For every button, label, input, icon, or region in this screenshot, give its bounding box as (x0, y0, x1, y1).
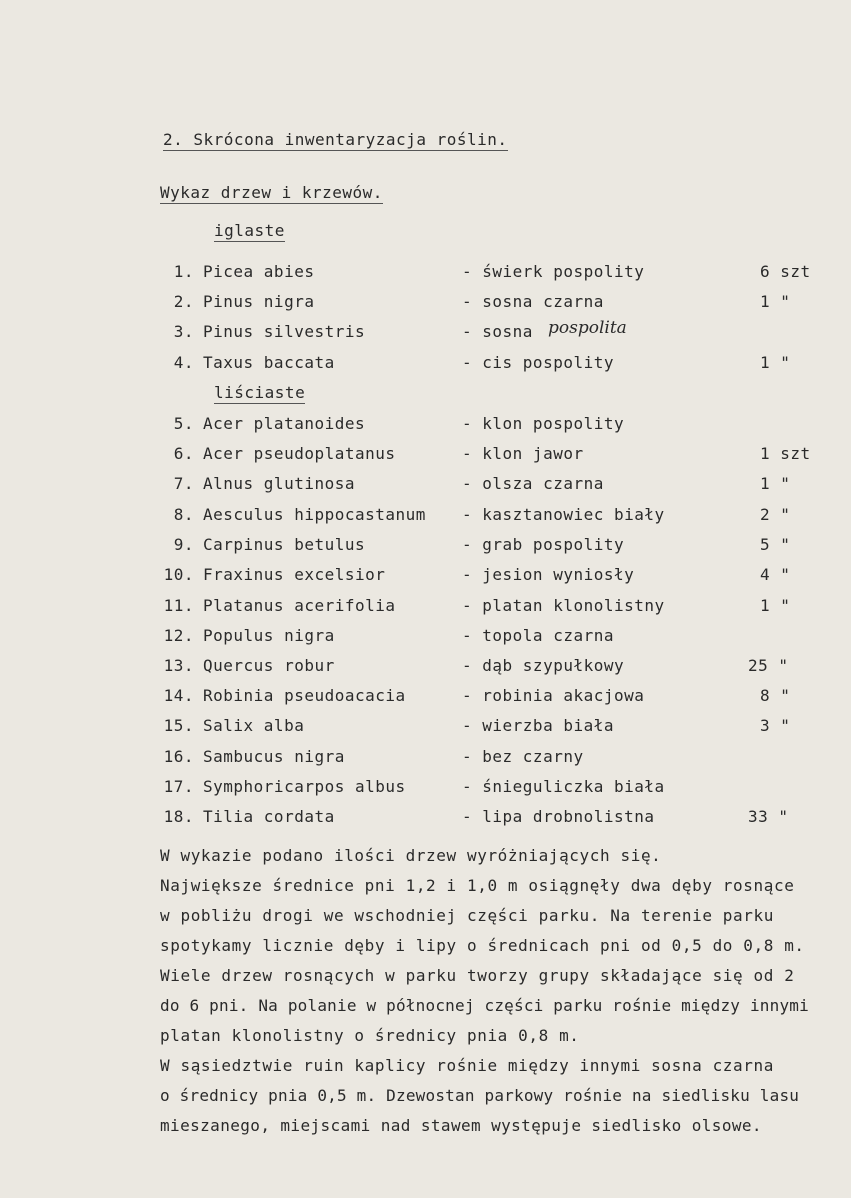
item-polish-name: - klon pospolity (462, 414, 625, 433)
item-latin-name: Salix alba (203, 716, 305, 735)
item-polish-name: - cis pospolity (462, 353, 614, 372)
item-latin-name: Populus nigra (203, 626, 335, 645)
item-latin-name: Acer pseudoplatanus (203, 444, 396, 463)
item-polish-name: - sosna (462, 322, 533, 341)
section-title: 2. Skrócona inwentaryzacja roślin. (163, 130, 508, 149)
item-number: 8. (173, 505, 194, 524)
item-number: 5. (173, 414, 194, 433)
item-quantity: 25 " (748, 656, 789, 675)
paragraph-line: Wiele drzew rosnących w parku tworzy grupy składające się od 2 (160, 966, 795, 985)
item-quantity: 1 " (760, 292, 791, 311)
item-latin-name: Acer platanoides (203, 414, 366, 433)
item-number: 16. (163, 747, 194, 766)
paragraph-line: o średnicy pnia 0,5 m. Dzewostan parkowy rośnie na siedlisku lasu (160, 1086, 800, 1105)
item-number: 18. (163, 807, 194, 826)
paragraph-line: W wykazie podano ilości drzew wyróżniających się. (160, 846, 662, 865)
item-quantity: 2 " (760, 505, 791, 524)
paragraph-line: platan klonolistny o średnicy pnia 0,8 m. (160, 1026, 580, 1045)
item-latin-name: Pinus silvestris (203, 322, 366, 341)
item-latin-name: Picea abies (203, 262, 315, 281)
item-polish-name: - sosna czarna (462, 292, 604, 311)
item-number: 11. (163, 596, 194, 615)
item-quantity: 1 " (760, 474, 791, 493)
item-polish-name: - olsza czarna (462, 474, 604, 493)
paragraph-line: do 6 pni. Na polanie w północnej części parku rośnie między innymi (160, 996, 809, 1015)
item-quantity: 8 " (760, 686, 791, 705)
item-number: 14. (163, 686, 194, 705)
paragraph-line: W sąsiedztwie ruin kaplicy rośnie między innymi sosna czarna (160, 1056, 774, 1075)
paragraph-line: Największe średnice pni 1,2 i 1,0 m osiągnęły dwa dęby rosnące (160, 876, 795, 895)
item-number: 17. (163, 777, 194, 796)
item-latin-name: Sambucus nigra (203, 747, 345, 766)
item-polish-name: - kasztanowiec biały (462, 505, 665, 524)
item-number: 9. (173, 535, 194, 554)
item-polish-name: - dąb szypułkowy (462, 656, 625, 675)
item-latin-name: Platanus acerifolia (203, 596, 396, 615)
item-number: 6. (173, 444, 194, 463)
item-quantity: 1 " (760, 353, 791, 372)
item-number: 15. (163, 716, 194, 735)
item-number: 12. (163, 626, 194, 645)
item-number: 4. (173, 353, 194, 372)
item-polish-name: - wierzba biała (462, 716, 614, 735)
item-polish-name: - jesion wyniosły (462, 565, 635, 584)
list-title: Wykaz drzew i krzewów. (160, 183, 383, 202)
item-polish-name: - platan klonolistny (462, 596, 665, 615)
item-polish-name: - klon jawor (462, 444, 584, 463)
item-polish-name: - lipa drobnolistna (462, 807, 655, 826)
item-latin-name: Fraxinus excelsior (203, 565, 386, 584)
item-number: 3. (173, 322, 194, 341)
item-latin-name: Robinia pseudoacacia (203, 686, 406, 705)
item-polish-name: - robinia akacjowa (462, 686, 645, 705)
item-polish-name: - śnieguliczka biała (462, 777, 665, 796)
item-handwritten-note: pospolita (548, 318, 627, 338)
item-latin-name: Tilia cordata (203, 807, 335, 826)
item-quantity: 1 " (760, 596, 791, 615)
item-latin-name: Quercus robur (203, 656, 335, 675)
item-polish-name: - bez czarny (462, 747, 584, 766)
paragraph-line: spotykamy licznie dęby i lipy o średnicach pni od 0,5 do 0,8 m. (160, 936, 805, 955)
item-quantity: 3 " (760, 716, 791, 735)
group-heading-conifers: iglaste (214, 221, 285, 240)
paragraph-line: mieszanego, miejscami nad stawem występuje siedlisko olsowe. (160, 1116, 762, 1135)
item-quantity: 1 szt (760, 444, 811, 463)
item-number: 10. (163, 565, 194, 584)
item-number: 2. (173, 292, 194, 311)
item-number: 7. (173, 474, 194, 493)
group-heading-deciduous: liściaste (214, 383, 306, 402)
item-latin-name: Alnus glutinosa (203, 474, 355, 493)
item-quantity: 4 " (760, 565, 791, 584)
item-polish-name: - topola czarna (462, 626, 614, 645)
item-latin-name: Aesculus hippocastanum (203, 505, 426, 524)
item-polish-name: - grab pospolity (462, 535, 625, 554)
item-latin-name: Taxus baccata (203, 353, 335, 372)
item-quantity: 5 " (760, 535, 791, 554)
item-quantity: 33 " (748, 807, 789, 826)
paragraph-line: w pobliżu drogi we wschodniej części parku. Na terenie parku (160, 906, 774, 925)
item-number: 1. (173, 262, 194, 281)
item-quantity: 6 szt (760, 262, 811, 281)
item-number: 13. (163, 656, 194, 675)
item-latin-name: Symphoricarpos albus (203, 777, 406, 796)
item-latin-name: Carpinus betulus (203, 535, 366, 554)
item-latin-name: Pinus nigra (203, 292, 315, 311)
item-polish-name: - świerk pospolity (462, 262, 645, 281)
